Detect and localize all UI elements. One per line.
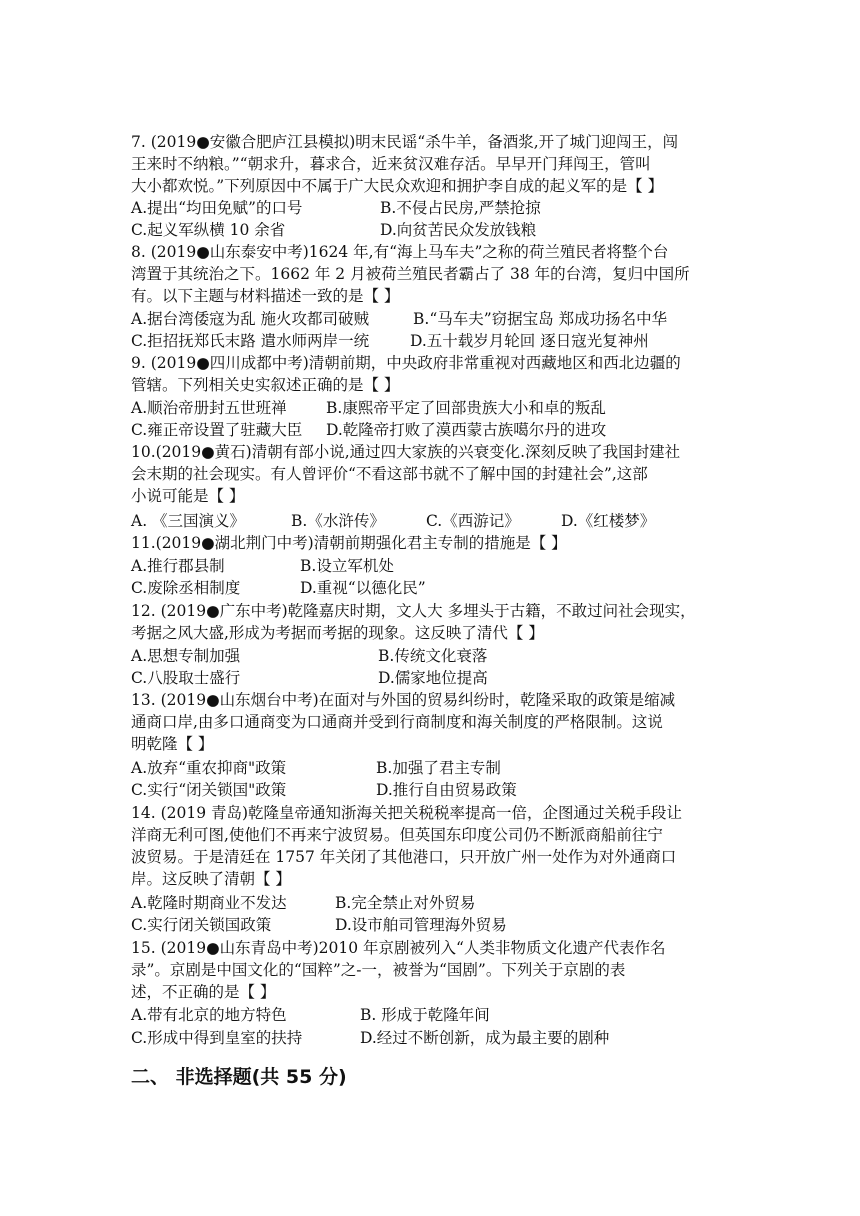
question-12-stem-line-2: 考据之风大盛,形成为考据而考据的现象。这反映了清代【 】 [131, 624, 544, 642]
question-15-stem-line-2: 录”。京剧是中国文化的“国粹”之-一，被誉为“国剧”。下列关于京剧的表 [131, 961, 626, 979]
question-9-option-d: D.乾隆帝打败了漠西蒙古族噶尔丹的进攻 [326, 421, 607, 439]
question-9-option-c: C.雍正帝设置了驻藏大臣 [131, 421, 303, 439]
question-11-stem-line-1: 11.(2019●湖北荆门中考)清朝前期强化君主专制的措施是【 】 [131, 534, 567, 552]
question-13-option-b: B.加强了君主专制 [376, 759, 501, 777]
question-7-stem-line-1: 7. (2019●安徽合肥庐江县模拟)明末民谣“杀牛羊，备酒浆,开了城门迎闯王，闯 [131, 133, 679, 151]
question-7-stem-line-2: 王来时不纳粮。”“朝求升，暮求合，近来贫汉难存活。早早开门拜闯王，管叫 [131, 155, 651, 173]
question-8-option-d: D.五十载岁月轮回 逐日寇光复神州 [410, 332, 649, 350]
question-12-option-c: C.八股取士盛行 [131, 669, 241, 687]
question-15-option-a: A.带有北京的地方特色 [131, 1006, 287, 1024]
question-8-option-a: A.据台湾倭寇为乱 施火攻都司破贼 [131, 310, 370, 328]
question-14-option-c: C.实行闭关锁国政策 [131, 916, 272, 934]
question-15-stem-line-1: 15. (2019●山东青岛中考)2010 年京剧被列入“人类非物质文化遗产代表作名 [131, 939, 666, 957]
question-12-stem-line-1: 12. (2019●广东中考)乾隆嘉庆时期，文人大 多埋头于古籍，不敢过问社会现实， [131, 602, 696, 620]
question-15-stem-line-3: 述，不正确的是【 】 [131, 983, 276, 1001]
question-12-option-d: D.儒家地位提高 [378, 669, 488, 687]
question-13-stem-line-1: 13. (2019●山东烟台中考)在面对与外国的贸易纠纷时，乾隆采取的政策是缩减 [131, 691, 676, 709]
question-10-option-d: D.《红楼梦》 [561, 512, 656, 530]
question-7-option-c: C.起义军纵横 10 余省 [131, 221, 286, 239]
question-9-option-b: B.康熙帝平定了回部贵族大小和卓的叛乱 [326, 399, 606, 417]
question-12-option-b: B.传统文化衰落 [378, 647, 488, 665]
section-heading: 二、 非选择题(共 55 分) [131, 1066, 347, 1088]
question-15-option-d: D.经过不断创新，成为最主要的剧种 [360, 1029, 610, 1047]
question-10-stem-line-3: 小说可能是【 】 [131, 487, 245, 505]
question-7-option-d: D.向贫苦民众发放钱粮 [380, 221, 537, 239]
question-11-option-d: D.重视“以德化民” [300, 579, 426, 597]
question-11-option-c: C.废除丞相制度 [131, 579, 241, 597]
question-10-option-b: B.《水浒传》 [291, 512, 385, 530]
question-14-option-a: A.乾隆时期商业不发达 [131, 894, 287, 912]
question-10-option-c: C.《西游记》 [426, 512, 520, 530]
question-9-stem-line-2: 管辖。下列相关史实叙述正确的是【 】 [131, 376, 400, 394]
question-8-option-b: B.“马车夫”窃据宝岛 郑成功扬名中华 [413, 310, 668, 328]
question-15-option-b: B. 形成于乾隆年间 [360, 1006, 490, 1024]
question-10-option-a: A. 《三国演义》 [131, 512, 246, 530]
question-9-option-a: A.顺治帝册封五世班禅 [131, 399, 287, 417]
question-11-option-a: A.推行郡县制 [131, 557, 225, 575]
question-9-stem-line-1: 9. (2019●四川成都中考)清朝前期，中央政府非常重视对西藏地区和西北边疆的 [131, 354, 681, 372]
question-7-stem-line-3: 大小都欢悦。”下列原因中不属于广大民众欢迎和拥护李自成的起义军的是【 】 [131, 177, 664, 195]
question-10-stem-line-2: 会末期的社会现实。有人曾评价“不看这部书就不了解中国的封建社会”,这部 [131, 465, 648, 483]
question-13-option-a: A.放弃“重农抑商"政策 [131, 759, 287, 777]
question-8-option-c: C.拒招抚郑氏末路 遣水师两岸一统 [131, 332, 370, 350]
question-14-stem-line-4: 岸。这反映了清朝【 】 [131, 870, 291, 888]
question-13-option-d: D.推行自由贸易政策 [376, 781, 517, 799]
question-14-stem-line-3: 波贸易。于是清廷在 1757 年关闭了其他港口，只开放广州一处作为对外通商口 [131, 848, 677, 866]
question-8-stem-line-1: 8. (2019●山东泰安中考)1624 年,有“海上马车夫”之称的荷兰殖民者将整个台 [131, 243, 669, 261]
question-7-option-b: B.不侵占民房,严禁抢掠 [380, 199, 541, 217]
question-13-option-c: C.实行“闭关锁国"政策 [131, 781, 287, 799]
question-14-stem-line-1: 14. (2019 青岛)乾隆皇帝通知浙海关把关税税率提高一倍，企图通过关税手段让 [131, 804, 683, 822]
question-14-option-b: B.完全禁止对外贸易 [335, 894, 476, 912]
question-12-option-a: A.思想专制加强 [131, 647, 241, 665]
question-11-option-b: B.设立军机处 [300, 557, 394, 575]
question-15-option-c: C.形成中得到皇室的扶持 [131, 1029, 303, 1047]
question-10-stem-line-1: 10.(2019●黄石)清朝有部小说,通过四大家族的兴衰变化.深刻反映了我国封建社 [131, 443, 681, 461]
question-13-stem-line-2: 通商口岸,由多口通商变为口通商并受到行商制度和海关制度的严格限制。这说 [131, 713, 663, 731]
question-13-stem-line-3: 明乾隆【 】 [131, 735, 214, 753]
question-14-option-d: D.设市舶司管理海外贸易 [335, 916, 507, 934]
question-8-stem-line-3: 有。以下主题与材料描述一致的是【 】 [131, 287, 400, 305]
question-7-option-a: A.提出“均田免赋”的口号 [131, 199, 303, 217]
question-8-stem-line-2: 湾置于其统治之下。1662 年 2 月被荷兰殖民者霸占了 38 年的台湾，复归中国所 [131, 265, 690, 283]
question-14-stem-line-2: 洋商无利可图,使他们不再来宁波贸易。但英国东印度公司仍不断派商船前往宁 [131, 826, 663, 844]
